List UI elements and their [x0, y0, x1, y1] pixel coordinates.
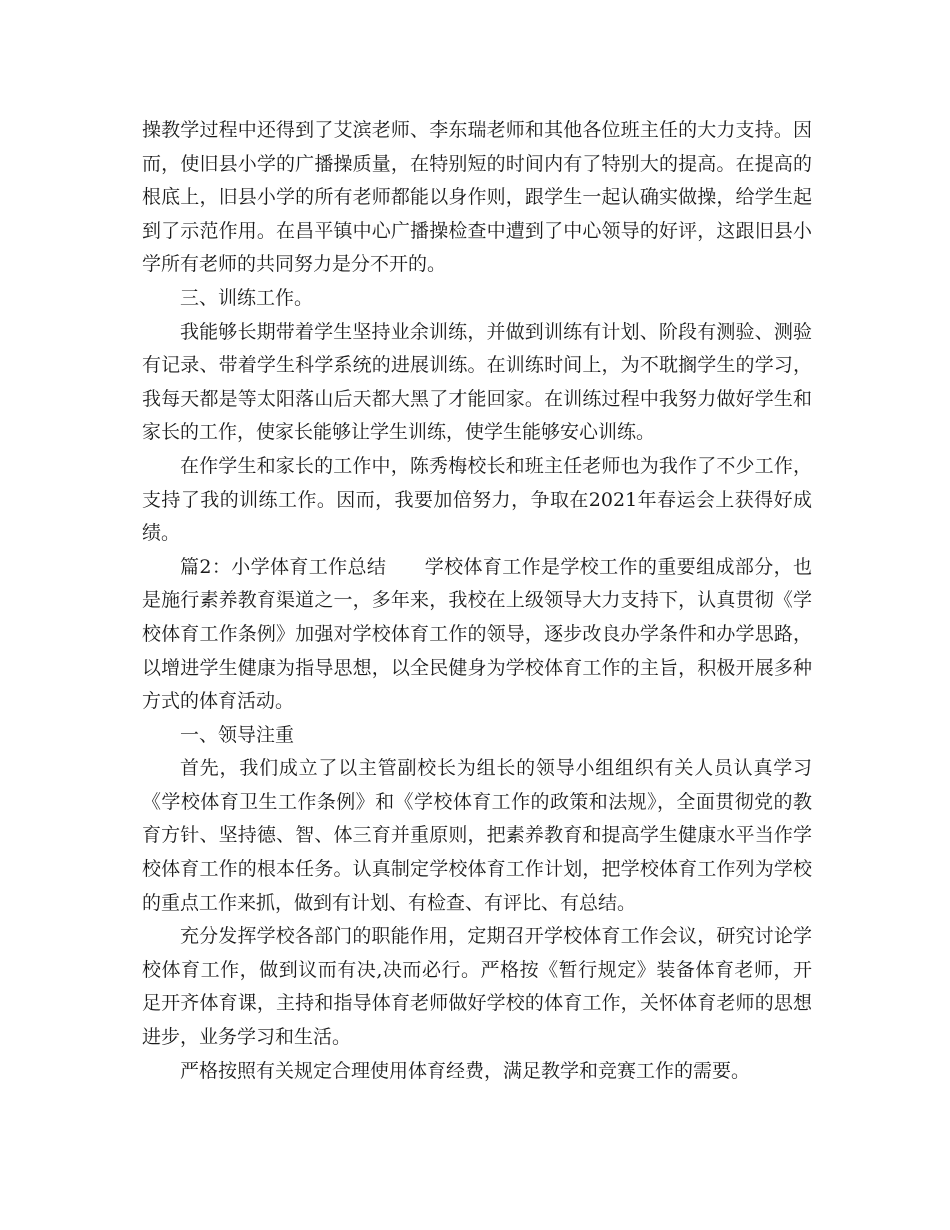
- chapter-title: 篇2：小学体育工作总结: [180, 555, 387, 578]
- paragraph-5-text: 学校体育工作是学校工作的重要组成部分，也是施行素养教育渠道之一，多年来，我校在上级领导大力支持下，认真贯彻《学校体育工作条例》加强对学校体育工作的领导，逐步改良办学条件和办学思路，以增进学生健康为指导思想，以全民健身为学校体育工作的主旨，积极开展多种方式的体育活动。: [142, 555, 812, 713]
- paragraph-8: 充分发挥学校各部门的职能作用，定期召开学校体育工作会议，研究讨论学校体育工作，做到议而有决,决而必行。严格按《暂行规定》装备体育老师，开足开齐体育课，主持和指导体育老师做好学校的体育工作，关怀体育老师的思想进步，业务学习和生活。: [142, 925, 812, 1049]
- paragraph-9: 严格按照有关规定合理使用体育经费，满足教学和竞赛工作的需要。: [180, 1059, 751, 1082]
- paragraph-3: 我能够长期带着学生坚持业余训练，并做到训练有计划、阶段有测验、测验有记录、带着学生科学系统的进展训练。在训练时间上，为不耽搁学生的学习，我每天都是等太阳落山后天都大黑了才能回家。在训练过程中我努力做好学生和家长的工作，使家长能够让学生训练，使学生能够安心训练。: [142, 320, 812, 444]
- paragraph-1: 操教学过程中还得到了艾滨老师、李东瑞老师和其他各位班主任的大力支持。因而，使旧县小学的广播操质量，在特别短的时间内有了特别大的提高。在提高的根底上，旧县小学的所有老师都能以身作则，跟学生一起认确实做操，给学生起到了示范作用。在昌平镇中心广播操检查中遭到了中心领导的好评，这跟旧县小学所有老师的共同努力是分不开的。: [142, 119, 812, 276]
- section-heading-leadership: 一、领导注重: [180, 723, 295, 746]
- paragraph-4: 在作学生和家长的工作中，陈秀梅校长和班主任老师也为我作了不少工作，支持了我的训练工作。因而，我要加倍努力，争取在2021年春运会上获得好成绩。: [142, 454, 812, 545]
- section-heading-training: 三、训练工作。: [180, 286, 314, 309]
- paragraph-7: 首先，我们成立了以主管副校长为组长的领导小组组织有关人员认真学习《学校体育卫生工作条例》和《学校体育工作的政策和法规》，全面贯彻党的教育方针、坚持德、智、体三育并重原则，把素养教育和提高学生健康水平当作学校体育工作的根本任务。认真制定学校体育工作计划，把学校体育工作列为学校的重点工作来抓，做到有计划、有检查、有评比、有总结。: [142, 757, 812, 914]
- paragraph-5: [142, 551, 812, 719]
- document-body: [142, 114, 812, 1088]
